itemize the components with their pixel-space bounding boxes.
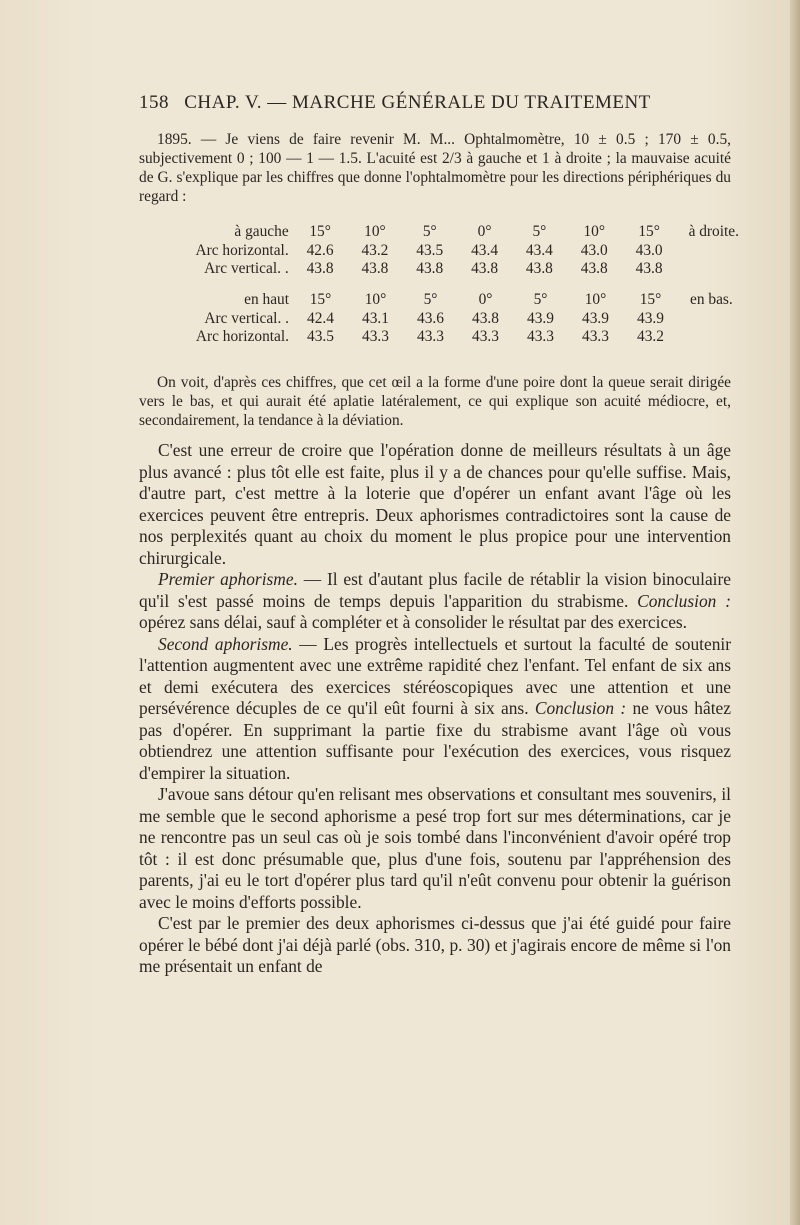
conclusion-label: Conclusion : xyxy=(534,698,627,718)
value-cell: 43.4 xyxy=(471,241,499,259)
paragraph-first-aphorism: Premier aphorisme. — Il est d'autant plus facile de rétablir la vision binoculaire qu'il s'est passé moins de temps depuis l'apparition du strabisme. Conclusion : opérez sans délai, sauf à compléter et à consolider le résultat par des exercices. xyxy=(139,569,732,632)
value-cell: 43.3 xyxy=(472,328,499,345)
intro-text: 1895. — Je viens de faire revenir M. M... Ophtalmomètre, 10 ± 0.5 ; 170 ± 0.5, subjectivement 0 ; 100 — 1 — 1.5. L'acuité est 2/3 à gauche et 1 à droite ; la mauvaise acuité de G. s'explique par les chiffres que donne l'ophtalmomètre pour les directions périphériques du regard : xyxy=(139,131,731,205)
running-header xyxy=(139,92,731,114)
value-cell: 43.8 xyxy=(472,309,499,327)
conclusion-text: On voit, d'après ces chiffres, que cet œil a la forme d'une poire dont la queue serait dirigée vers le bas, et qui aurait été aplatie latéralement, ce qui explique son acuité médiocre, et, secondairement, la tendance à la déviation. xyxy=(139,374,731,429)
aphorism-title: Premier aphorisme. xyxy=(158,569,298,589)
table-row xyxy=(139,242,739,261)
value-cell: 43.4 xyxy=(525,241,553,259)
angle-cell: 0° xyxy=(478,291,493,308)
row-label: en haut xyxy=(244,291,289,308)
row-label: à gauche xyxy=(234,223,289,240)
paragraph-second-aphorism: Second aphorisme. — Les progrès intellectuels et surtout la faculté de soutenir l'attention augmentent avec une extrême rapidité chez l'enfant. Tel enfant de six ans et demi exécutera des exercices stéréoscopiques avec une attention et une persévérence décuples de ce qu'il eût fourni à six ans. Conclusion : ne vous hâtez pas d'opérer. En supprimant la partie fixe du strabisme avant l'âge où vous obtiendrez une attention suffisante pour l'exécution des exercices, vous risquez d'empirer la situation. xyxy=(139,633,732,783)
conclusion-label: Conclusion : xyxy=(637,590,731,611)
value-cell: 43.8 xyxy=(306,260,334,277)
angle-cell: 15° xyxy=(639,291,662,308)
page-edge xyxy=(790,0,800,1225)
paragraph: C'est par le premier des deux aphorismes ci-dessus que j'ai été guidé pour faire opérer le bébé dont j'ai déjà parlé (obs. 310, p. 30) et j'agirais encore de même si l'on me présentait un enfant de xyxy=(139,913,731,976)
ophthalmometer-table-vertical xyxy=(139,291,739,347)
ophthalmometer-table-horizontal xyxy=(139,223,739,279)
value-cell: 43.3 xyxy=(417,328,444,345)
value-cell: 42.6 xyxy=(306,241,334,259)
angle-cell: 0° xyxy=(477,223,492,240)
row-label: Arc horizontal. xyxy=(195,328,289,345)
value-cell: 43.3 xyxy=(582,328,609,345)
value-cell: 43.2 xyxy=(361,241,389,259)
value-cell: 42.4 xyxy=(307,309,334,327)
value-cell: 43.3 xyxy=(362,328,389,345)
table-row xyxy=(139,310,739,329)
value-cell: 43.5 xyxy=(416,241,444,259)
value-cell: 43.8 xyxy=(635,260,663,277)
table-header-row xyxy=(139,291,739,310)
table-row xyxy=(139,328,739,347)
paragraph: C'est une erreur de croire que l'opération donne de meilleurs résultats à un âge plus avancé : plus tôt elle est faite, plus il y a de chances pour qu'elle suffise. Mais, d'autre part, c'est mettre à la loterie que d'opérer un enfant avant l'âge où les exercices peuvent être entrepris. Deux aphorismes contradictoires sont la cause de nos perplexités quant au choix du moment le plus propice pour une intervention chirurgicale. xyxy=(139,440,731,568)
paragraph: J'avoue sans détour qu'en relisant mes observations et consultant mes souvenirs, il me semble que le second aphorisme a pesé trop fort sur mes déterminations, car je ne rencontre pas un seul cas où je sois tombé dans l'inconvénient d'avoir opéré trop tôt : il est donc présumable que, plus d'une fois, soutenu par l'appréhension des parents, j'ai eu le tort d'opérer plus tard qu'il n'eût convenu pour obtenir la guérison avec le moins d'efforts possible. xyxy=(139,784,731,912)
value-cell: 43.9 xyxy=(527,309,554,327)
running-title: CHAP. V. — MARCHE GÉNÉRALE DU TRAITEMENT xyxy=(184,92,651,113)
value-cell: 43.0 xyxy=(635,241,663,259)
value-cell: 43.3 xyxy=(527,328,554,345)
value-cell: 43.5 xyxy=(307,328,334,345)
value-cell: 43.8 xyxy=(471,260,499,277)
value-cell: 43.2 xyxy=(637,328,664,345)
side-label: à droite. xyxy=(688,223,739,240)
page-number: 158 xyxy=(139,92,169,113)
value-cell: 43.9 xyxy=(582,309,609,327)
table-header-row xyxy=(139,223,739,242)
angle-cell: 5° xyxy=(422,223,437,240)
row-label: Arc horizontal. xyxy=(195,241,289,259)
value-cell: 43.1 xyxy=(362,309,389,327)
angle-cell: 5° xyxy=(533,291,548,308)
value-cell: 43.8 xyxy=(361,260,389,277)
angle-cell: 5° xyxy=(532,223,547,240)
aphorism-title: Second aphorisme. xyxy=(158,633,293,654)
angle-cell: 15° xyxy=(638,223,660,240)
angle-cell: 15° xyxy=(309,223,331,240)
angle-cell: 10° xyxy=(584,291,607,308)
value-cell: 43.0 xyxy=(580,241,608,259)
observation-intro xyxy=(139,130,731,206)
angle-cell: 10° xyxy=(364,223,386,240)
value-cell: 43.9 xyxy=(637,309,664,327)
side-label: en bas. xyxy=(690,291,733,308)
angle-cell: 5° xyxy=(423,291,438,308)
value-cell: 43.8 xyxy=(580,260,608,277)
value-cell: 43.6 xyxy=(417,309,444,327)
table-row xyxy=(139,260,739,279)
observation-conclusion xyxy=(139,373,731,430)
angle-cell: 10° xyxy=(364,291,387,308)
row-label: Arc vertical. . xyxy=(204,260,289,277)
value-cell: 43.8 xyxy=(416,260,444,277)
angle-cell: 10° xyxy=(583,223,605,240)
value-cell: 43.8 xyxy=(525,260,553,277)
main-text xyxy=(139,440,731,978)
angle-cell: 15° xyxy=(309,291,332,308)
row-label: Arc vertical. . xyxy=(204,309,289,327)
